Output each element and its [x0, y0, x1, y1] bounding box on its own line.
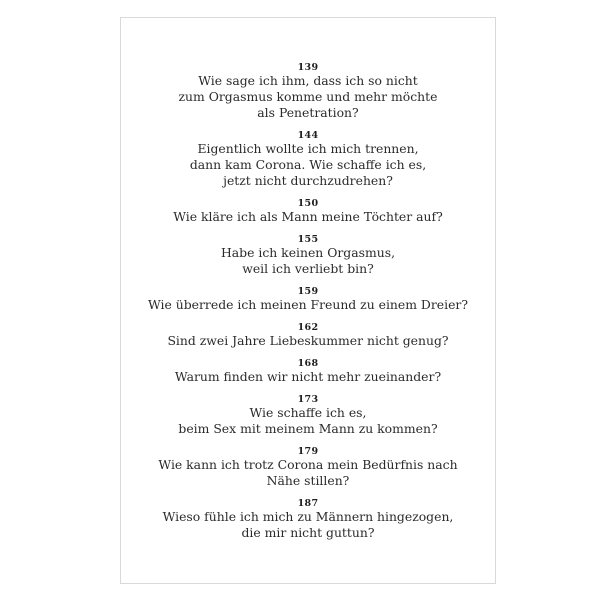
- toc-entry: [121, 131, 495, 189]
- entry-title-line: Wie kläre ich als Mann meine Töchter auf?: [173, 209, 443, 224]
- toc-entry: [121, 499, 495, 541]
- toc-entry: [121, 287, 495, 313]
- entry-title-line: beim Sex mit meinem Mann zu kommen?: [178, 421, 438, 436]
- book-page: [120, 17, 496, 584]
- entry-title-line: Wie sage ich ihm, dass ich so nicht: [198, 73, 418, 88]
- entry-title-line: jetzt nicht durchzudrehen?: [223, 173, 393, 188]
- entry-title-line: Habe ich keinen Orgasmus,: [220, 245, 396, 260]
- page-number: 155: [297, 234, 319, 245]
- toc-entry: [121, 447, 495, 489]
- page-number: 179: [297, 446, 319, 457]
- entry-title-line: Wie kann ich trotz Corona mein Bedürfnis nach: [158, 457, 458, 472]
- entry-title-line: Wieso fühle ich mich zu Männern hingezogen,: [162, 509, 454, 524]
- entry-title-line: zum Orgasmus komme und mehr möchte: [178, 89, 438, 104]
- toc-entry: [121, 63, 495, 121]
- entry-title-line: Wie schaffe ich es,: [249, 405, 367, 420]
- entry-title-line: Nähe stillen?: [266, 473, 350, 488]
- toc-entry: [121, 323, 495, 349]
- entry-title-line: die mir nicht guttun?: [241, 525, 375, 540]
- entry-title-line: weil ich verliebt bin?: [242, 261, 374, 276]
- toc-entry: [121, 199, 495, 225]
- page-number: 187: [297, 498, 319, 509]
- page-number: 159: [297, 286, 319, 297]
- table-of-contents: [121, 63, 495, 551]
- toc-entry: [121, 359, 495, 385]
- entry-title-line: Wie überrede ich meinen Freund zu einem Dreier?: [148, 297, 468, 312]
- page-number: 168: [297, 358, 319, 369]
- page-number: 150: [297, 198, 319, 209]
- page-number: 173: [297, 394, 319, 405]
- entry-title-line: als Penetration?: [257, 105, 359, 120]
- page-number: 144: [297, 130, 319, 141]
- toc-entry: [121, 395, 495, 437]
- entry-title-line: dann kam Corona. Wie schaffe ich es,: [189, 157, 427, 172]
- entry-title-line: Sind zwei Jahre Liebeskummer nicht genug?: [167, 333, 449, 348]
- entry-title-line: Eigentlich wollte ich mich trennen,: [197, 141, 419, 156]
- toc-entry: [121, 235, 495, 277]
- entry-title-line: Warum finden wir nicht mehr zueinander?: [174, 369, 442, 384]
- page-number: 162: [297, 322, 319, 333]
- page-number: 139: [297, 62, 319, 73]
